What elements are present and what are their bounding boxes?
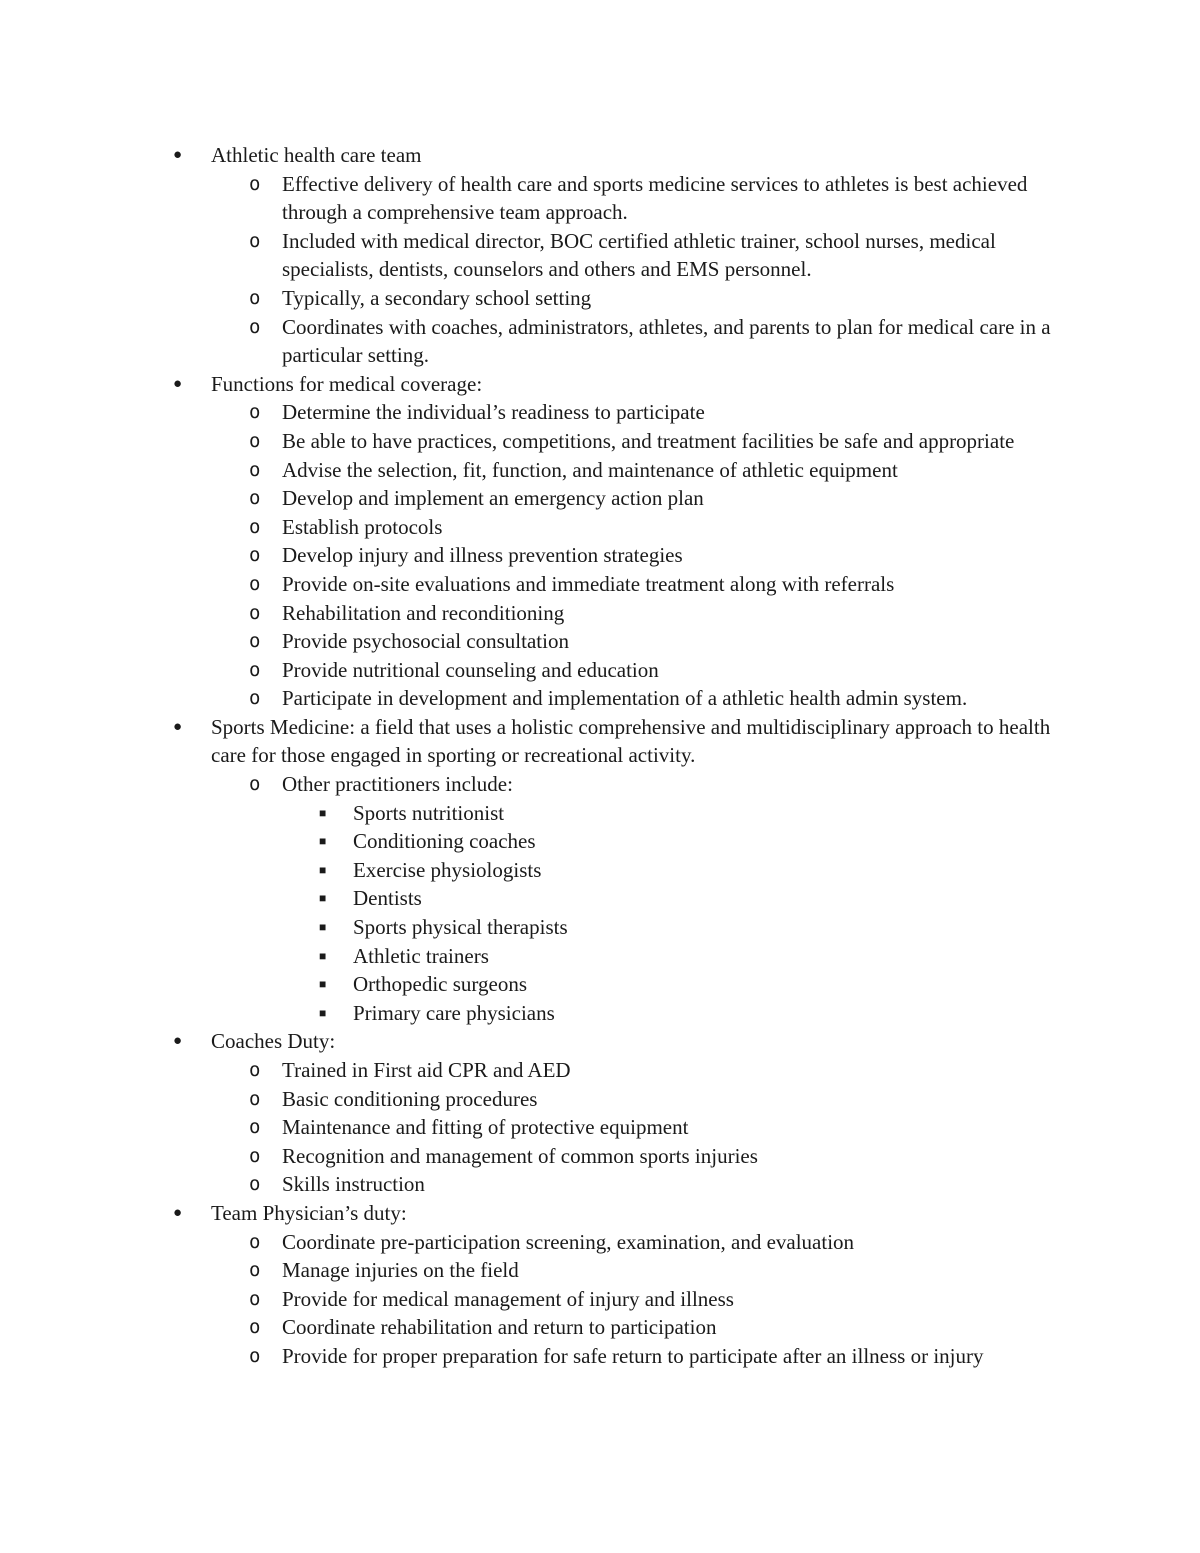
sub-list-item: o Provide for proper preparation for safe return to participate after an illness or injury	[211, 1342, 1062, 1371]
list-item: ● Team Physician’s duty: o Coordinate pre-participation screening, examination, and evaluation o Manage injuries on the field o Provide for medical management of injury and illness o Coordinate rehabilitation and return to participation o Provide for proper preparation for safe return to participate after an illness or injury	[0, 1199, 1061, 1371]
sub-sub-list-item: ■ Exercise physiologists	[282, 856, 1053, 885]
circle-bullet-icon: o	[249, 1087, 261, 1110]
circle-bullet-icon: o	[249, 515, 261, 538]
circle-bullet-icon: o	[249, 1173, 261, 1196]
circle-bullet-icon: o	[249, 601, 261, 624]
circle-bullet-icon: o	[249, 1259, 261, 1282]
circle-bullet-icon: o	[249, 1116, 261, 1139]
square-bullet-icon: ■	[319, 805, 327, 820]
bullet-icon: ●	[173, 718, 183, 735]
bullet-icon: ●	[173, 147, 183, 163]
circle-bullet-icon: o	[249, 1059, 261, 1081]
sub-sub-list-item: ■ Conditioning coaches	[282, 827, 1053, 856]
list-item: ● Sports Medicine: a field that uses a holistic comprehensive and multidisciplinary approach to health care for those engaged in sporting or recreational activity. o Other practitioners include: ■ Sports nutritionist ■ Conditioning coaches ■ Exercise physiologists ■ Dentists ■ Sports physical therapists ■ Athletic trainers ■ Orthopedic surgeons ■ Primary care physicians	[0, 713, 1061, 1028]
square-bullet-icon: ■	[319, 862, 327, 877]
square-bullet-icon: ■	[319, 1005, 327, 1020]
sub-list-item: o Manage injuries on the field	[211, 1256, 1062, 1285]
sub-list-item: o Trained in First aid CPR and AED	[211, 1056, 1062, 1085]
circle-bullet-icon: o	[249, 401, 261, 424]
circle-bullet-icon: o	[249, 487, 261, 510]
bullet-icon: ●	[173, 1204, 183, 1221]
circle-bullet-icon: o	[249, 544, 261, 567]
square-bullet-icon: ■	[319, 977, 327, 992]
list-item: ● Functions for medical coverage: o Determine the individual’s readiness to participate o Be able to have practices, competitions, and treatment facilities be safe and appropriate o Advise the selection, fit, function, and maintenance of athletic equipment o Develop and implement an emergency action plan o Establish protocols o Develop injury and illness prevention strategies o Provide on-site evaluations and immediate treatment along with referrals o Rehabilitation and reconditioning o Provide psychosocial consultation o Provide nutritional counseling and education o Participate in development and implementation of a athletic health admin system.	[0, 370, 1061, 713]
circle-bullet-icon: o	[249, 630, 261, 653]
sub-sub-list-item: ■ Athletic trainers	[282, 942, 1053, 971]
circle-bullet-icon: o	[249, 458, 261, 481]
square-bullet-icon: ■	[319, 834, 327, 849]
circle-bullet-icon: o	[249, 429, 261, 452]
sub-sub-list-item: ■ Sports nutritionist	[282, 799, 1053, 828]
circle-bullet-icon: o	[249, 315, 261, 338]
sub-sub-list-item: ■ Dentists	[282, 884, 1053, 913]
sub-list-item: o Coordinate pre-participation screening, examination, and evaluation	[211, 1228, 1062, 1257]
sub-list	[0, 170, 1061, 370]
sub-list	[0, 1228, 1061, 1371]
sub-list-item: o Other practitioners include: ■ Sports nutritionist ■ Conditioning coaches ■ Exercise physiologists ■ Dentists ■ Sports physical therapists ■ Athletic trainers ■ Orthopedic surgeons ■ Primary care physicians	[211, 770, 1062, 1027]
circle-bullet-icon: o	[249, 1230, 261, 1253]
sub-list-item: o Rehabilitation and reconditioning	[211, 599, 1062, 628]
bullet-icon: ●	[173, 1033, 183, 1050]
sub-list-item: o Establish protocols	[211, 513, 1062, 542]
circle-bullet-icon: o	[249, 572, 261, 595]
sub-list-item: o Coordinates with coaches, administrators, athletes, and parents to plan for medical care in a particular setting.	[249, 314, 1051, 368]
sub-list-item: o Develop injury and illness prevention strategies	[211, 541, 1062, 570]
circle-bullet-icon: o	[249, 229, 261, 252]
sub-list-item: o Included with medical director, BOC certified athletic trainer, school nurses, medical specialists, dentists, counselors and others and EMS personnel.	[249, 228, 996, 282]
circle-bullet-icon: o	[249, 1344, 261, 1367]
sub-list-item: o Advise the selection, fit, function, and maintenance of athletic equipment	[211, 456, 1062, 485]
circle-bullet-icon: o	[249, 172, 261, 195]
sub-sub-list	[211, 799, 1062, 1028]
sub-list-item: o Provide nutritional counseling and education	[211, 656, 1062, 685]
circle-bullet-icon: o	[249, 658, 261, 681]
sub-list-item: o Recognition and management of common sports injuries	[211, 1142, 1062, 1171]
sub-list-item: o Determine the individual’s readiness to participate	[211, 398, 1062, 427]
sub-list-item: o Basic conditioning procedures	[211, 1085, 1062, 1114]
circle-bullet-icon: o	[249, 1144, 261, 1167]
square-bullet-icon: ■	[319, 948, 327, 963]
sub-sub-list-item: ■ Sports physical therapists	[282, 913, 1053, 942]
sub-list-item: o Provide on-site evaluations and immediate treatment along with referrals	[211, 570, 1062, 599]
list-item: ● Coaches Duty: o Trained in First aid CPR and AED o Basic conditioning procedures o Maintenance and fitting of protective equipment o Recognition and management of common sports injuries o Skills instruction	[0, 1027, 1061, 1199]
sub-list-item: o Provide psychosocial consultation	[211, 627, 1062, 656]
circle-bullet-icon: o	[249, 687, 261, 710]
circle-bullet-icon: o	[249, 1316, 261, 1339]
sub-list-item: o Provide for medical management of injury and illness	[211, 1285, 1062, 1314]
list-item: ● Athletic health care team o Effective delivery of health care and sports medicine services to athletes is best achieved through a comprehensive team approach. o Included with medical director, BOC certified athletic trainer, school nurses, medical specialists, dentists, counselors and others and EMS personnel. o Typically, a secondary school setting o Coordinates with coaches, administrators, athletes, and parents to plan for medical care in a particular setting.	[0, 141, 1061, 370]
sub-list-item: o Maintenance and fitting of protective equipment	[211, 1113, 1062, 1142]
square-bullet-icon: ■	[319, 920, 327, 935]
sub-list-item: o Effective delivery of health care and sports medicine services to athletes is best achieved through a comprehensive team approach.	[249, 171, 1028, 225]
sub-sub-list-item: ■ Orthopedic surgeons	[282, 970, 1053, 999]
sub-list	[0, 770, 1061, 1027]
circle-bullet-icon: o	[249, 1287, 261, 1310]
sub-list	[0, 398, 1061, 713]
sub-list	[0, 1056, 1061, 1199]
sub-list-item: o Skills instruction	[211, 1170, 1062, 1199]
sub-list-item: o Participate in development and implementation of a athletic health admin system.	[211, 684, 1062, 713]
sub-list-item: o Typically, a secondary school setting	[211, 284, 1062, 313]
square-bullet-icon: ■	[319, 891, 327, 906]
sub-list-item: o Be able to have practices, competitions, and treatment facilities be safe and appropriate	[211, 427, 1062, 456]
bullet-icon: ●	[173, 375, 183, 392]
bullet-list	[0, 141, 1200, 1371]
sub-list-item: o Develop and implement an emergency action plan	[211, 484, 1062, 513]
circle-bullet-icon: o	[249, 286, 261, 309]
sub-sub-list-item: ■ Primary care physicians	[282, 999, 1053, 1028]
sub-list-item: o Coordinate rehabilitation and return to participation	[211, 1313, 1062, 1342]
circle-bullet-icon: o	[249, 773, 261, 796]
